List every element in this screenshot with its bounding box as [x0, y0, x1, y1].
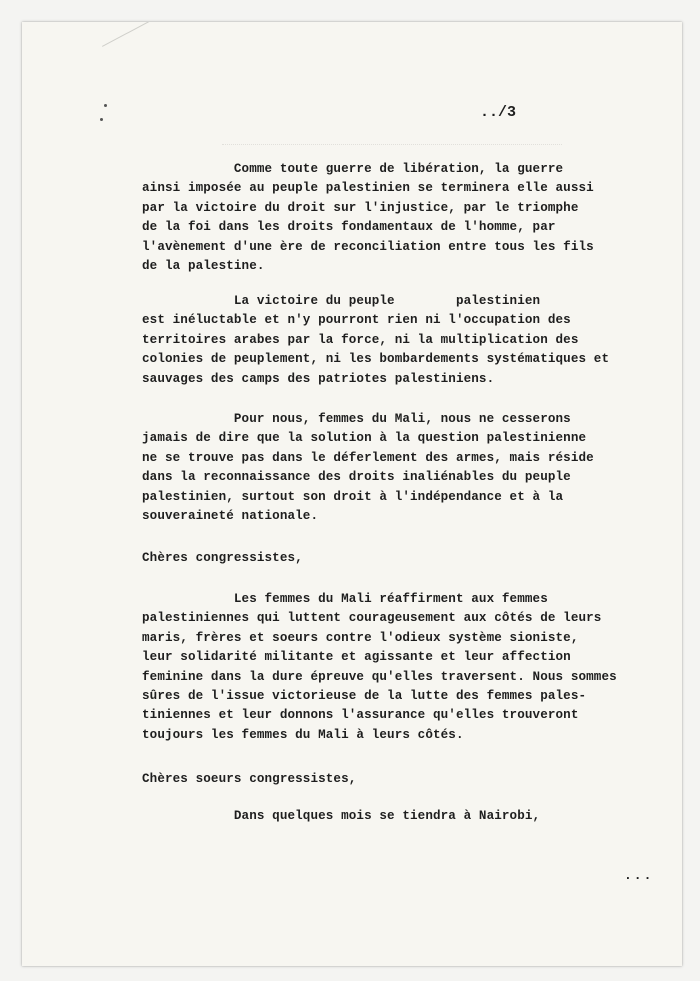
- document-page: [22, 22, 682, 966]
- faint-show-through: [222, 144, 562, 153]
- text-line: de la palestine.: [142, 259, 265, 274]
- text-line: sûres de l'issue victorieuse de la lutte des femmes pales-: [142, 689, 587, 704]
- text-line: leur solidarité militante et agissante et leur affection: [142, 650, 571, 665]
- text-line: Chères congressistes,: [142, 551, 303, 565]
- text-line: Dans quelques mois se tiendra à Nairobi,: [142, 809, 541, 823]
- text-line: colonies de peuplement, ni les bombardements systématiques et: [142, 352, 610, 367]
- text-line: ainsi imposée au peuple palestinien se terminera elle aussi: [142, 181, 594, 196]
- text-line: maris, frères et soeurs contre l'odieux système sioniste,: [142, 630, 579, 645]
- text-line: dans la reconnaissance des droits inaliénables du peuple: [142, 470, 571, 485]
- text-line: feminine dans la dure épreuve qu'elles traversent. Nous sommes: [142, 669, 617, 684]
- text-line: est inéluctable et n'y pourront rien ni l'occupation des: [142, 313, 571, 328]
- text-line: sauvages des camps des patriotes palestiniens.: [142, 371, 495, 386]
- text-line: Pour nous, femmes du Mali, nous ne cesserons: [142, 412, 571, 426]
- continuation-marker: ...: [624, 868, 654, 883]
- text-line: jamais de dire que la solution à la question palestinienne: [142, 431, 587, 446]
- text-line: de la foi dans les droits fondamentaux de l'homme, par: [142, 220, 556, 235]
- paragraph-solidarity: [142, 590, 650, 745]
- text-line: tiniennes et leur donnons l'assurance qu'elles trouveront: [142, 708, 579, 723]
- text-line: palestiniennes qui luttent courageusement aux côtés de leurs: [142, 611, 602, 626]
- text-line: ne se trouve pas dans le déferlement des armes, mais réside: [142, 450, 594, 465]
- paper-mark: [100, 118, 103, 121]
- text-line: Comme toute guerre de libération, la guerre: [142, 162, 564, 176]
- text-line: Les femmes du Mali réaffirment aux femmes: [142, 592, 548, 606]
- salutation-congressistes: [142, 549, 650, 568]
- paper-crease: [102, 22, 200, 47]
- text-line: La victoire du peuple palestinien: [142, 294, 541, 308]
- text-line: souveraineté nationale.: [142, 509, 319, 524]
- text-line: palestinien, surtout son droit à l'indépendance et à la: [142, 489, 564, 504]
- text-line: l'avènement d'une ère de reconciliation entre tous les fils: [142, 239, 594, 254]
- text-line: Chères soeurs congressistes,: [142, 772, 357, 786]
- paragraph-nairobi: [142, 807, 650, 826]
- paragraph-solution: [142, 410, 650, 526]
- page-number: ../3: [480, 104, 517, 121]
- text-line: toujours les femmes du Mali à leurs côtés.: [142, 727, 464, 742]
- paragraph-victory: [142, 292, 650, 389]
- text-line: par la victoire du droit sur l'injustice, par le triomphe: [142, 200, 579, 215]
- salutation-soeurs-congressistes: [142, 770, 650, 789]
- text-line: territoires arabes par la force, ni la multiplication des: [142, 332, 579, 347]
- paragraph-liberation: [142, 160, 650, 276]
- paper-mark: [104, 104, 107, 107]
